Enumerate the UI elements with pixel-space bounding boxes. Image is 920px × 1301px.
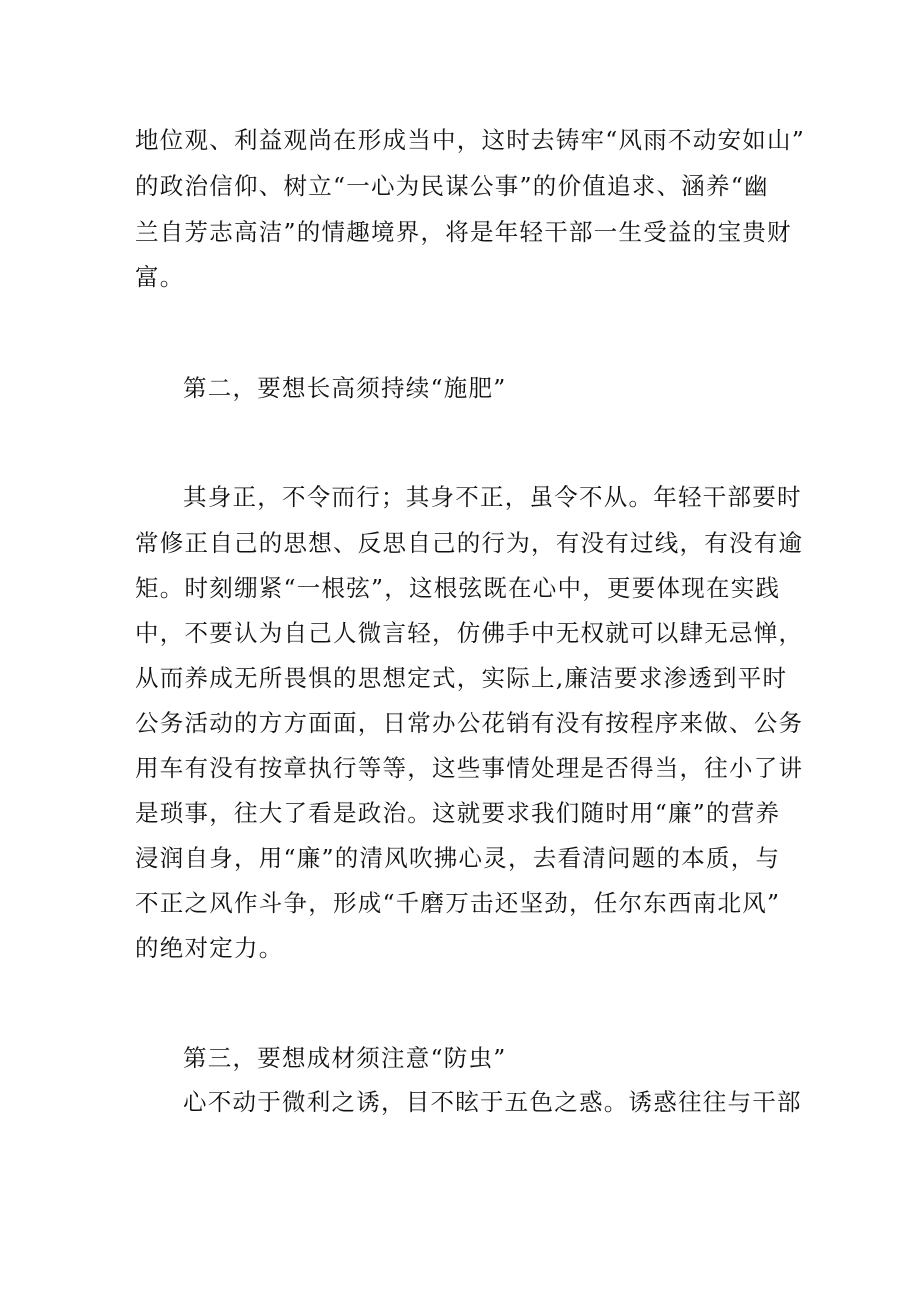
paragraph-line: 的绝对定力。	[135, 934, 284, 962]
paragraph-line: 常修正自己的思想、反思自己的行为，有没有过线，有没有逾	[135, 529, 804, 557]
paragraph-line: 地位观、利益观尚在形成当中，这时去铸牢“风雨不动安如山”	[135, 126, 806, 154]
paragraph-line: 用车有没有按章执行等等，这些事情处理是否得当，往小了讲	[135, 754, 804, 782]
paragraph-line: 的政治信仰、树立“一心为民谋公事”的价值追求、涵养“幽	[135, 172, 769, 200]
paragraph-line: 矩。时刻绷紧“一根弦”，这根弦既在心中，更要体现在实践	[135, 574, 781, 602]
paragraph-line: 心不动于微利之诱，目不眩于五色之惑。诱惑往往与干部	[183, 1088, 802, 1116]
section-heading: 第三，要想成材须注意“防虫”	[183, 1044, 507, 1072]
paragraph-line: 浸润自身，用“廉”的清风吹拂心灵，去看清问题的本质，与	[135, 844, 781, 872]
paragraph-line: 公务活动的方方面面，日常办公花销有没有按程序来做、公务	[135, 709, 804, 737]
paragraph-line: 中，不要认为自己人微言轻，仿佛手中无权就可以肆无忌惮，	[135, 619, 804, 647]
paragraph-line: 其身正，不令而行；其身不正，虽令不从。年轻干部要时	[183, 483, 802, 511]
paragraph-line: 兰自芳志高洁”的情趣境界，将是年轻干部一生受益的宝贵财	[135, 218, 792, 246]
paragraph-line: 富。	[135, 263, 185, 291]
paragraph-line: 从而养成无所畏惧的思想定式，实际上,廉洁要求渗透到平时	[135, 664, 788, 692]
section-heading: 第二，要想长高须持续“施肥”	[183, 374, 507, 402]
paragraph-line: 是琐事，往大了看是政治。这就要求我们随时用“廉”的营养	[135, 799, 781, 827]
paragraph-line: 不正之风作斗争，形成“千磨万击还坚劲，任尔东西南北风”	[135, 889, 781, 917]
